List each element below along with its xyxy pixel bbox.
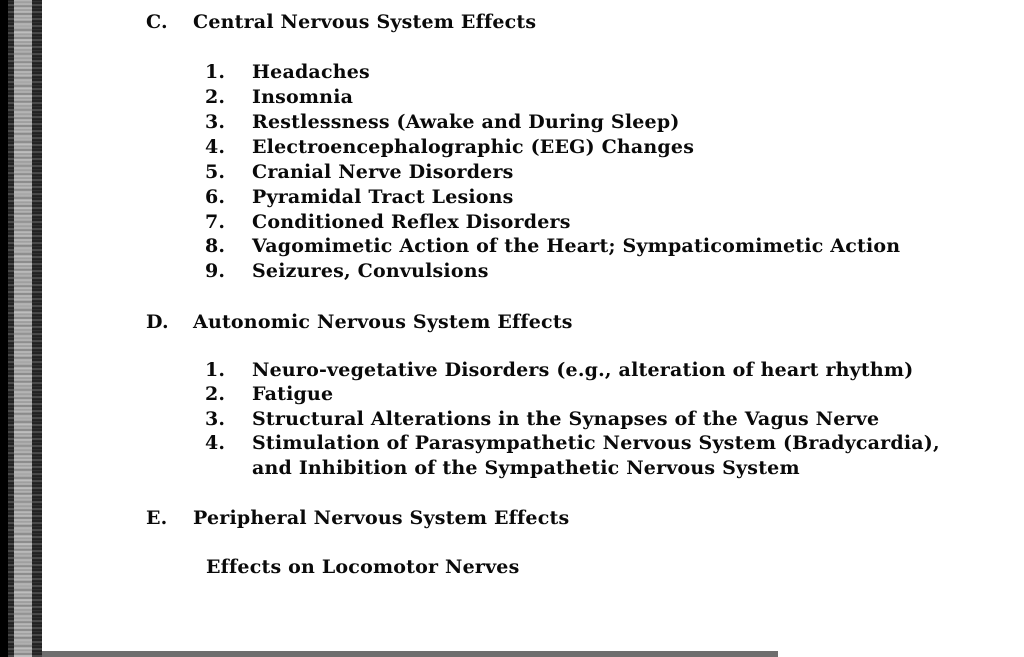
section-d-title: Autonomic Nervous System Effects	[193, 311, 573, 333]
section-c-letter: C.	[146, 11, 168, 33]
section-c-item-7-num: 7.	[205, 211, 226, 233]
section-c-item-6-num: 6.	[205, 186, 226, 208]
section-c-item-9-num: 9.	[205, 260, 226, 282]
section-c-item-8-num: 8.	[205, 235, 226, 257]
section-d-item-4-continuation: and Inhibition of the Sympathetic Nervous System	[252, 457, 800, 479]
section-c-title: Central Nervous System Effects	[193, 11, 537, 33]
section-d-item-3-num: 3.	[205, 408, 226, 430]
section-c-item-3-text: Restlessness (Awake and During Sleep)	[252, 111, 680, 133]
section-c-item-1-num: 1.	[205, 61, 226, 83]
section-d-letter: D.	[146, 311, 169, 333]
section-c-item-3-num: 3.	[205, 111, 226, 133]
section-d-item-1-num: 1.	[205, 359, 226, 381]
section-c-item-8-text: Vagomimetic Action of the Heart; Sympaticomimetic Action	[252, 235, 901, 257]
section-c-item-5-text: Cranial Nerve Disorders	[252, 161, 514, 183]
section-c-item-4-num: 4.	[205, 136, 226, 158]
section-c-item-1-text: Headaches	[252, 61, 370, 83]
section-c-item-4-text: Electroencephalographic (EEG) Changes	[252, 136, 695, 158]
section-d-item-4-num: 4.	[205, 432, 226, 454]
section-d-item-2-num: 2.	[205, 383, 226, 405]
section-d-item-1-text: Neuro-vegetative Disorders (e.g., alteration of heart rhythm)	[252, 359, 914, 381]
scan-binding-edge	[0, 0, 42, 657]
section-e-title: Peripheral Nervous System Effects	[193, 507, 570, 529]
section-e-letter: E.	[146, 507, 168, 529]
section-c-item-5-num: 5.	[205, 161, 226, 183]
section-c-item-7-text: Conditioned Reflex Disorders	[252, 211, 571, 233]
section-e-subtext: Effects on Locomotor Nerves	[206, 556, 520, 578]
page-bottom-rule	[42, 651, 778, 657]
section-c-item-2-num: 2.	[205, 86, 226, 108]
section-c-item-2-text: Insomnia	[252, 86, 354, 108]
section-c-item-9-text: Seizures, Convulsions	[252, 260, 489, 282]
section-d-item-3-text: Structural Alterations in the Synapses of the Vagus Nerve	[252, 408, 880, 430]
section-d-item-2-text: Fatigue	[252, 383, 334, 405]
section-d-item-4-text: Stimulation of Parasympathetic Nervous System (Bradycardia),	[252, 432, 940, 454]
section-c-item-6-text: Pyramidal Tract Lesions	[252, 186, 514, 208]
